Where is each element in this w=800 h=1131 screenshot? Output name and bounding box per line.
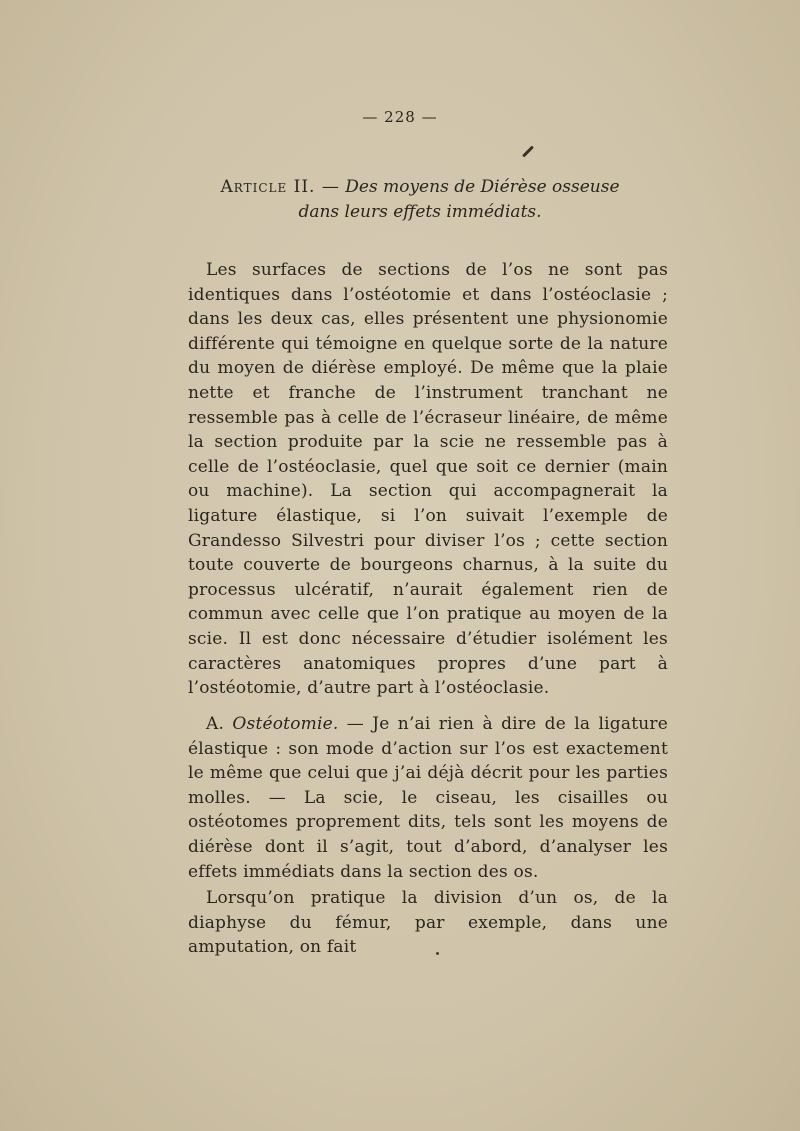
ink-mark xyxy=(522,145,534,157)
paragraph-1: Les surfaces de sections de l’os ne sont pas identiques dans l’ostéotomie et dans l’ostéoclasie ; dans les deux cas, elles présentent une physionomie différente qui témoigne en quelque sorte de la nature du moyen de diérèse employé. De même que la plaie nette et franche de l’instrument tranchant ne ressemble pas à celle de l’écraseur linéaire, de même la section produite par la scie ne ressemble pas à celle de l’ostéoclasie, quel que soit ce dernier (main ou machine). La section qui accompagnerait la ligature élastique, si l’on suivait l’exemple de Grandesso Silvestri pour diviser l’os ; cette section toute couverte de bourgeons charnus, à la suite du processus ulcératif, n’aurait également rien de commun avec celle que l’on pratique au moyen de la scie. Il est donc nécessaire d’étudier isolément les caractères anatomiques propres d’une part à l’ostéotomie, d’autre part à l’ostéoclasie. xyxy=(188,260,668,699)
ink-dot xyxy=(436,952,439,955)
paragraph-2-body: — Je n’ai rien à dire de la ligature élastique : son mode d’action sur l’os est exactement le même que celui que j’ai déjà décrit pour les parties molles. — La scie, le ciseau, les cisailles ou ostéotomes proprement dits, tels sont les moyens de diérèse dont il s’agit, tout d’abord, d’analyser les effets immédiats dans la section des os. xyxy=(188,714,668,882)
article-title-line-2: dans leurs effets immédiats. xyxy=(298,202,542,222)
article-label: Article II. — xyxy=(220,177,340,197)
section-marker: A. xyxy=(206,714,225,734)
paragraph-2 xyxy=(188,712,668,884)
page-number: — 228 — xyxy=(362,108,438,126)
article-title-line-1: Des moyens de Diérèse osseuse xyxy=(345,177,620,197)
paragraph-3: Lorsqu’on pratique la division d’un os, de la diaphyse du fémur, par exemple, dans une amputation, on fait xyxy=(188,888,668,958)
heading-line-1 xyxy=(150,175,690,200)
section-title: Ostéotomie. xyxy=(232,714,339,734)
article-heading xyxy=(150,175,690,225)
